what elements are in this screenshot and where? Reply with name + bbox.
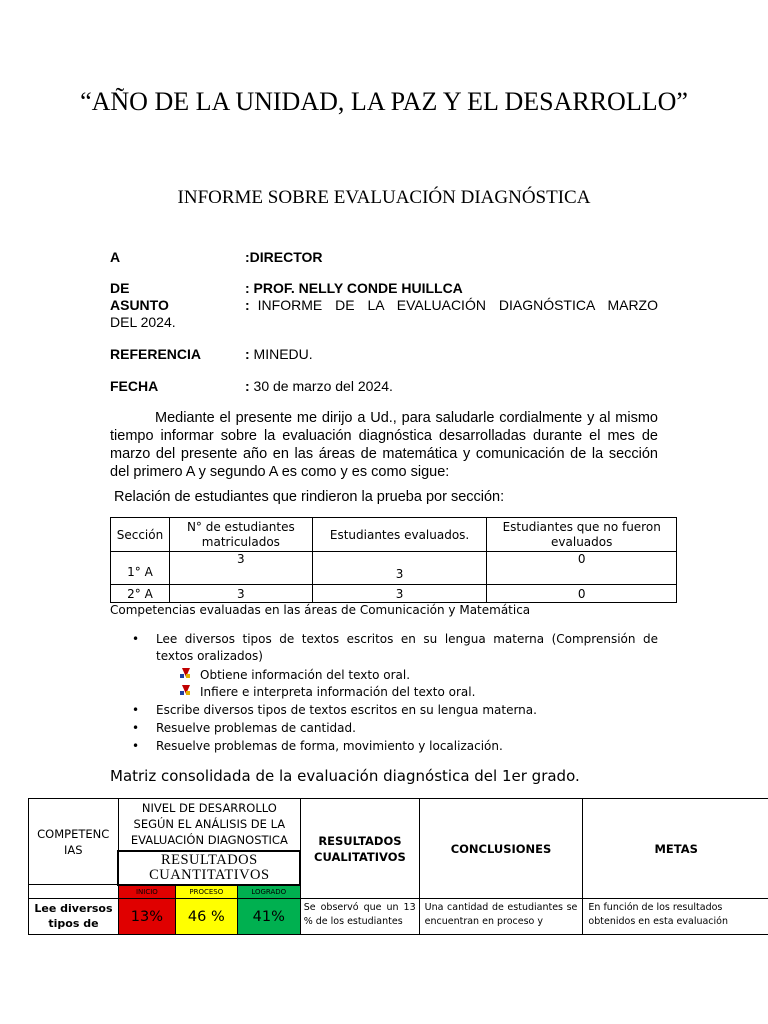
cell-seccion: 1° A	[111, 552, 170, 585]
matriz-title: Matriz consolidada de la evaluación diagnóstica del 1er grado.	[110, 767, 580, 785]
sub-competencia-2: Infiere e interpreta información del texto oral.	[200, 685, 476, 699]
competencias-title: Competencias evaluadas en las áreas de Comunicación y Matemática	[110, 603, 531, 617]
students-table-header	[111, 518, 677, 552]
header-resultados-cuantitativos: RESULTADOS CUANTITATIVOS	[118, 851, 300, 885]
list-item	[110, 738, 658, 755]
list-item	[110, 631, 658, 665]
cell-evaluados: 3	[312, 585, 487, 603]
competencia-lee: Lee diversos tipos de textos escritos en su lengua materna (Comprensión de textos oralizados)	[156, 632, 658, 663]
header-nivel-desarrollo: NIVEL DE DESARROLLO SEGÚN EL ANÁLISIS DE LA EVALUACIÓN DIAGNOSTICA	[118, 799, 300, 851]
header-evaluados: Estudiantes evaluados.	[312, 518, 487, 552]
list-item	[110, 720, 658, 737]
memo-asunto-line	[245, 297, 658, 313]
meta: En función de los resultados obtenidos en esta evaluación	[583, 899, 768, 935]
memo-asunto-value-cont: DEL 2024.	[110, 314, 176, 330]
memo-referencia-value: MINEDU.	[249, 346, 313, 362]
memo-fecha-value: 30 de marzo del 2024.	[249, 378, 393, 394]
memo-de-label: DE	[110, 280, 130, 296]
memo-referencia-label: REFERENCIA	[110, 346, 202, 362]
header-matriculados: N° de estudiantes matriculados	[169, 518, 312, 552]
cell-no-evaluados: 0	[487, 585, 677, 603]
competencia-forma: Resuelve problemas de forma, movimiento y localización.	[156, 739, 503, 753]
bullet: •	[132, 703, 140, 717]
sub-competencia-1: Obtiene información del texto oral.	[200, 668, 411, 682]
memo-fecha-colon: :	[245, 378, 250, 394]
memo-de-value: : PROF. NELLY CONDE HUILLCA	[245, 280, 463, 296]
memo-asunto-colon: :	[245, 297, 250, 313]
relation-title: Relación de estudiantes que rindieron la prueba por sección:	[114, 489, 505, 505]
resultado-cualitativo: Se observó que un 13 % de los estudiantes	[300, 899, 419, 935]
cell-no-evaluados: 0	[487, 552, 677, 585]
proceso-percent: 46 %	[175, 899, 237, 935]
memo-referencia-colon: :	[245, 346, 250, 362]
cell-evaluados: 3	[312, 552, 487, 585]
memo-a-label: A	[110, 249, 121, 265]
competencia-escribe: Escribe diversos tipos de textos escritos en su lengua materna.	[156, 703, 537, 717]
level-inicio-label: INICIO	[118, 885, 175, 899]
arrow-bullet-icon	[180, 685, 190, 697]
memo-fecha-label: FECHA	[110, 378, 159, 394]
memo-asunto-label: ASUNTO	[110, 297, 169, 313]
matriz-table	[28, 798, 768, 935]
document-title: “AÑO DE LA UNIDAD, LA PAZ Y EL DESARROLLO”	[80, 87, 688, 116]
bullet: •	[132, 632, 140, 646]
list-item	[110, 702, 658, 719]
header-competencias: COMPETENC IAS	[29, 799, 119, 885]
level-proceso-label: PROCESO	[175, 885, 237, 899]
students-table	[110, 517, 677, 603]
cell-matriculados: 3	[169, 552, 312, 585]
intro-paragraph: Mediante el presente me dirijo a Ud., para saludarle cordialmente y al mismo tiempo informar sobre la evaluación diagnóstica desarrolladas durante el mes de marzo del presente año en las áreas de matemática y comunicación de la sección del primero A y segundo A es como y es como sigue:	[110, 410, 658, 480]
document-subtitle: INFORME SOBRE EVALUACIÓN DIAGNÓSTICA	[177, 187, 591, 208]
header-resultados-cualitativos: RESULTADOS CUALITATIVOS	[300, 799, 419, 899]
table-row	[111, 585, 677, 603]
memo-referencia	[245, 346, 313, 362]
header-seccion: Sección	[111, 518, 170, 552]
bullet: •	[132, 721, 140, 735]
cell-seccion: 2° A	[111, 585, 170, 603]
memo-a-value: :DIRECTOR	[245, 249, 323, 265]
memo-fecha	[245, 378, 393, 394]
header-metas: METAS	[583, 799, 768, 899]
bullet: •	[132, 739, 140, 753]
memo-asunto-value: INFORME DE LA EVALUACIÓN DIAGNÓSTICA MARZO	[257, 297, 658, 313]
row-competencia: Lee diversos tipos de	[29, 899, 119, 935]
header-no-evaluados: Estudiantes que no fueron evaluados	[487, 518, 677, 552]
empty-cell	[29, 885, 119, 899]
list-item	[180, 684, 475, 701]
header-conclusiones: CONCLUSIONES	[419, 799, 583, 899]
level-logrado-label: LOGRADO	[237, 885, 300, 899]
competencias-list-2	[110, 702, 658, 755]
inicio-percent: 13%	[118, 899, 175, 935]
table-row	[29, 899, 768, 935]
logrado-percent: 41%	[237, 899, 300, 935]
arrow-bullet-icon	[180, 668, 190, 680]
table-row	[111, 552, 677, 585]
list-item	[180, 667, 410, 684]
competencias-list-1	[110, 631, 658, 665]
cell-matriculados: 3	[169, 585, 312, 603]
competencia-cantidad: Resuelve problemas de cantidad.	[156, 721, 356, 735]
conclusion: Una cantidad de estudiantes se encuentran en proceso y	[419, 899, 583, 935]
